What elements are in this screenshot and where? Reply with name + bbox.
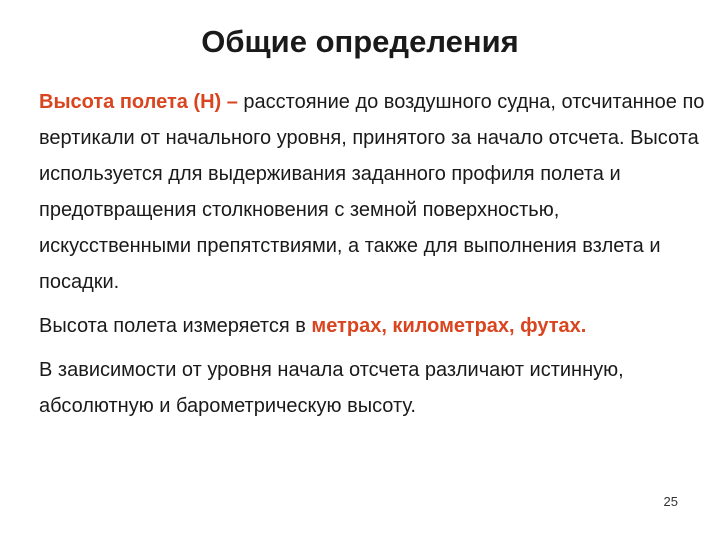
definition-term: Высота полета (Н) –	[39, 91, 238, 113]
definition-paragraph	[39, 84, 711, 300]
definition-text: расстояние до воздушного судна, отсчитанное по вертикали от начального уровня, принятого за начало отсчета. Высота используется для выдерживания заданного профиля полета и предотвращения столкновения с земной поверхностью, искусственными препятствиями, а также для выполнения взлета и посадки.	[39, 91, 705, 293]
altitude-types-paragraph: В зависимости от уровня начала отсчета различают истинную, абсолютную и барометрическую высоту.	[39, 359, 624, 417]
units-prefix: Высота полета измеряется в	[39, 315, 312, 337]
units-highlight: метрах, километрах, футах.	[311, 315, 587, 337]
slide-title: Общие определения	[201, 24, 519, 59]
page-number: 25	[663, 494, 678, 509]
slide-body	[39, 84, 711, 424]
units-paragraph	[39, 308, 711, 344]
